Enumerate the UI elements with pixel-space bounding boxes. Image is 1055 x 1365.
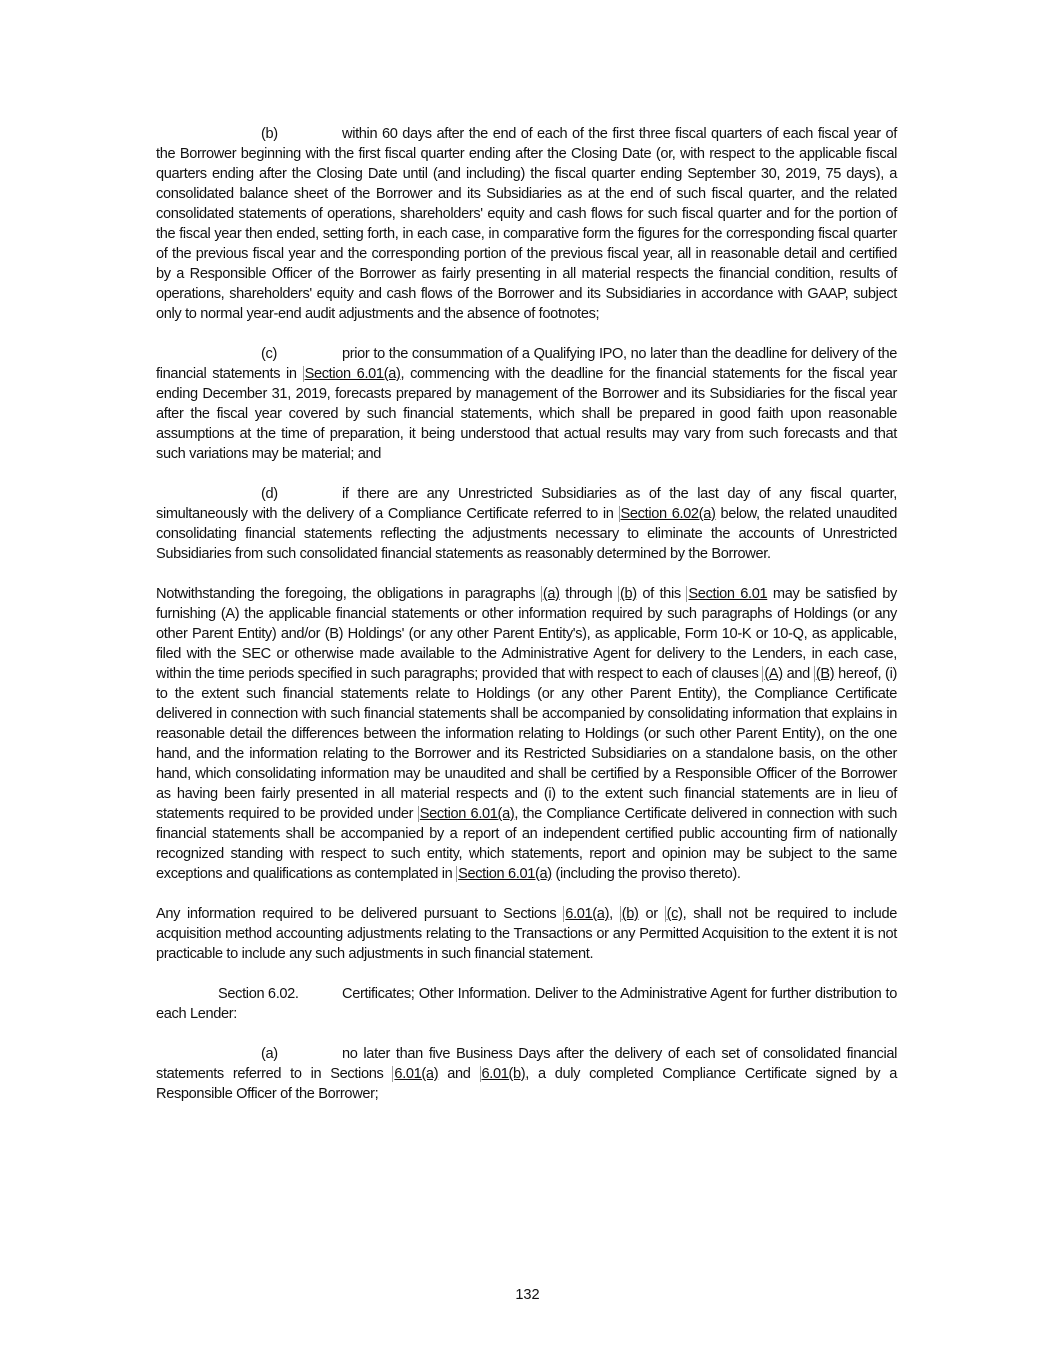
notwithstanding-text-8: , the Compliance Certificate delivered in connection with such financial statements shall be accompanied by a report of an independent certified public accounting firm of nationally recognized standing with respect to such entity, which statements, report and opinion may be subject to the same exceptions and qualifications as contemplated in bbox=[156, 806, 897, 882]
paragraph-6-02a-text-3: , a duly completed Compliance Certificate signed by a Responsible Officer of the Borrower; bbox=[156, 1066, 897, 1102]
clause-A-link[interactable]: (A) bbox=[764, 666, 783, 682]
any-information-text-1: Any information required to be delivered pursuant to Sections bbox=[156, 906, 564, 922]
section-6-01a-link[interactable]: 6.01(a) bbox=[565, 906, 610, 922]
paragraph-c-text-2: , commencing with the deadline for the financial statements for the fiscal year ending December 31, 2019, forecasts prepared by management of the Borrower and its Subsidiaries for the fiscal year after the fiscal year covered by such financial statements, which shall be prepared in good faith upon reasonable assumptions at the time of preparation, it being understood that actual results may vary from such forecasts and that such variations may be material; and bbox=[156, 366, 897, 462]
section-number: Section 6.02. bbox=[218, 986, 299, 1002]
document-page bbox=[156, 124, 897, 1104]
paragraph-d-text-2: below, the related unaudited consolidating financial statements reflecting the adjustments necessary to eliminate the accounts of Unrestricted Subsidiaries from such consolidated financial statements as reasonably determined by the Borrower. bbox=[156, 506, 897, 562]
paragraph-c bbox=[156, 344, 897, 464]
notwithstanding-text-3: of this bbox=[636, 586, 687, 602]
paragraph-d-text-1: if there are any Unrestricted Subsidiaries as of the last day of any fiscal quarter, simultaneously with the delivery of a Compliance Certificate referred to in bbox=[156, 486, 897, 522]
section-6-01a-link[interactable]: Section 6.01(a) bbox=[458, 866, 552, 882]
notwithstanding-text-2: through bbox=[559, 586, 618, 602]
notwithstanding-text-1: Notwithstanding the foregoing, the obligations in paragraphs bbox=[156, 586, 541, 602]
clause-label-b: (b) bbox=[261, 126, 278, 142]
paragraph-6-02a bbox=[156, 1044, 897, 1104]
notwithstanding-text-9: (including the proviso thereto). bbox=[551, 866, 741, 882]
paragraph-notwithstanding bbox=[156, 584, 897, 884]
section-6-01b-link[interactable]: 6.01(b) bbox=[481, 1066, 526, 1082]
paragraph-any-information bbox=[156, 904, 897, 964]
section-6-01a-link[interactable]: Section 6.01(a) bbox=[419, 806, 515, 822]
clause-B-link[interactable]: (B) bbox=[815, 666, 835, 682]
notwithstanding-text-7: hereof, (i) to the extent such financial statements relate to Holdings (or any other Parent Entity), the Compliance Certificate delivered in connection with such financial statements shall be accompanied by consolidating information that explains in reasonable detail the differences between the information relating to Holdings (or such other Parent Entity), on the one hand, and the information relating to the Borrower and its Restricted Subsidiaries on a standalone basis, on the other hand, which consolidating information may be unaudited and shall be certified by a Responsible Officer of the Borrower as having been fairly presented in all material respects and (i) to the extent such financial statements are in lieu of statements required to be provided under bbox=[156, 666, 897, 822]
proviso-term: provided bbox=[481, 666, 538, 682]
paragraph-c-link[interactable]: (c) bbox=[666, 906, 683, 922]
section-6-01-link[interactable]: Section 6.01 bbox=[688, 586, 768, 602]
section-6-01a-link[interactable]: 6.01(a) bbox=[394, 1066, 439, 1082]
clause-label-a: (a) bbox=[261, 1046, 278, 1062]
paragraph-6-02a-text-2: and bbox=[438, 1066, 480, 1082]
notwithstanding-text-5: that with respect to each of clauses bbox=[537, 666, 763, 682]
any-information-text-2: , bbox=[609, 906, 620, 922]
notwithstanding-text-4: may be satisfied by furnishing (A) the applicable financial statements or other information required by such paragraphs of Holdings (or any other Parent Entity) and/or (B) Holdings' (or any other Parent Entity's), as applicable, Form 10-K or 10-Q, as applicable, filed with the SEC or otherwise made available to the Administrative Agent for delivery to the Lenders, in each case, within the time periods specified in such paragraphs; bbox=[156, 586, 897, 682]
clause-label-c: (c) bbox=[261, 346, 277, 362]
paragraph-6-02a-text-1: no later than five Business Days after the delivery of each set of consolidated financial statements referred to in Sections bbox=[156, 1046, 897, 1082]
paragraph-a-link[interactable]: (a) bbox=[542, 586, 560, 602]
any-information-text-3: or bbox=[638, 906, 665, 922]
paragraph-b-text: within 60 days after the end of each of the first three fiscal quarters of each fiscal year of the Borrower beginning with the first fiscal quarter ending after the Closing Date (or, with respect to the applicable fiscal quarters ending after the Closing Date until (and including) the fiscal quarter ending September 30, 2019, 75 days), a consolidated balance sheet of the Borrower and its Subsidiaries as at the end of such fiscal quarter, and the related consolidated statements of operations, shareholders' equity and cash flows for such fiscal quarter and for the portion of the fiscal year then ended, setting forth, in each case, in comparative form the figures for the corresponding fiscal quarter of the previous fiscal year and the corresponding portion of the previous fiscal year, all in reasonable detail and certified by a Responsible Officer of the Borrower as fairly presenting in all material respects the financial condition, results of operations, shareholders' equity and cash flows of the Borrower and its Subsidiaries in accordance with GAAP, subject only to normal year-end audit adjustments and the absence of footnotes; bbox=[156, 126, 897, 322]
section-6-02-heading bbox=[156, 984, 897, 1024]
paragraph-d bbox=[156, 484, 897, 564]
section-6-02a-link[interactable]: Section 6.02(a) bbox=[620, 506, 716, 522]
paragraph-b-link[interactable]: (b) bbox=[619, 586, 637, 602]
section-6-02-intro: Deliver to the Administrative Agent for further distribution to each Lender: bbox=[156, 986, 898, 1022]
paragraph-b-link[interactable]: (b) bbox=[621, 906, 639, 922]
section-title: Certificates; Other Information. bbox=[342, 986, 531, 1002]
clause-label-d: (d) bbox=[261, 486, 278, 502]
page-number: 132 bbox=[515, 1287, 540, 1303]
paragraph-c-text-1: prior to the consummation of a Qualifying IPO, no later than the deadline for delivery of the financial statements in bbox=[156, 346, 897, 382]
paragraph-b bbox=[156, 124, 897, 324]
any-information-text-4: , shall not be required to include acquisition method accounting adjustments relating to the Transactions or any Permitted Acquisition to the extent it is not practicable to include any such adjustments in such financial statement. bbox=[156, 906, 897, 962]
notwithstanding-text-6: and bbox=[782, 666, 814, 682]
section-6-01a-link[interactable]: Section 6.01(a) bbox=[304, 366, 401, 382]
